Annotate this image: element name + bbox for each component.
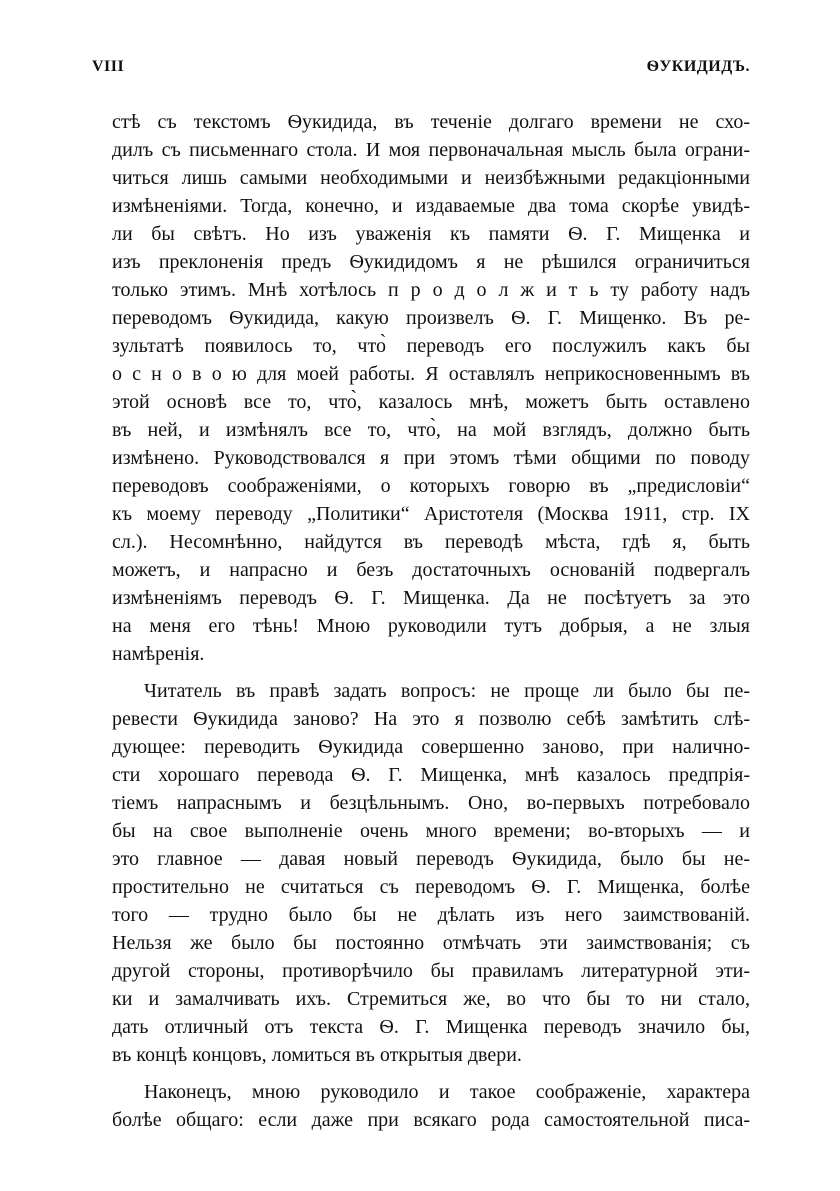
- text-line: Нельзя же было бы постоянно отмѣчать эти заимствованія; съ: [112, 932, 750, 954]
- text-line: можетъ, и напрасно и безъ достаточныхъ основаній подвергалъ: [112, 559, 750, 581]
- text-line: переводомъ Ѳукидида, какую произвелъ Ѳ. Г. Мищенко. Въ ре-: [112, 307, 750, 329]
- paragraph-1: [112, 108, 750, 668]
- text-line: дилъ съ письменнаго стола. И моя первоначальная мысль была ограни-: [112, 139, 750, 161]
- text-line: простительно не считаться съ переводомъ Ѳ. Г. Мищенка, болѣе: [112, 876, 750, 898]
- text-line: на меня его тѣнь! Мною руководили тутъ добрыя, а не злыя: [112, 615, 750, 637]
- text-line: ки и замалчивать ихъ. Стремиться же, во что бы то ни стало,: [112, 988, 750, 1010]
- text-line: въ концѣ концовъ, ломиться въ открытыя двери.: [112, 1044, 522, 1066]
- page-number: VIII: [92, 58, 125, 75]
- text-line: къ моему переводу „Политики“ Аристотеля (Москва 1911, стр. IX: [112, 503, 750, 525]
- text-line: измѣнено. Руководствовался я при этомъ тѣми общими по поводу: [112, 447, 750, 469]
- text-line: Читатель въ правѣ задать вопросъ: не проще ли было бы пе-: [144, 680, 750, 702]
- text-line: сл.). Несомнѣнно, найдутся въ переводѣ мѣста, гдѣ я, быть: [112, 531, 750, 553]
- text-line: зультатѣ появилось то, что̀ переводъ его послужилъ какъ бы: [112, 335, 750, 357]
- running-title: ѲУКИДИДЪ.: [646, 58, 750, 75]
- text-line: стѣ съ текстомъ Ѳукидида, въ теченіе долгаго времени не схо-: [112, 111, 750, 133]
- text-line: намѣренія.: [112, 643, 205, 665]
- paragraph-gap: [112, 668, 750, 677]
- text-line: изъ преклоненія предъ Ѳукидидомъ я не рѣшился ограничиться: [112, 251, 750, 273]
- paragraph-2: [112, 677, 750, 1069]
- text-line: ревести Ѳукидида заново? На это я позволю себѣ замѣтить слѣ-: [112, 708, 750, 730]
- text-line: другой стороны, противорѣчило бы правиламъ литературной эти-: [112, 960, 750, 982]
- paragraph-3: [112, 1078, 750, 1134]
- text-line: переводовъ соображеніями, о которыхъ говорю въ „предисловіи“: [112, 475, 750, 497]
- text-line: о с н о в о ю для моей работы. Я оставлялъ неприкосновеннымъ въ: [112, 363, 750, 385]
- text-line: измѣненіями. Тогда, конечно, и издаваемые два тома скорѣе увидѣ-: [112, 195, 750, 217]
- paragraph-gap: [112, 1069, 750, 1078]
- text-line: сти хорошаго перевода Ѳ. Г. Мищенка, мнѣ казалось предпрія-: [112, 764, 750, 786]
- body-text: [112, 108, 750, 1134]
- text-line: тіемъ напраснымъ и безцѣльнымъ. Оно, во-первыхъ потребовало: [112, 792, 750, 814]
- text-line: въ ней, и измѣнялъ все то, что̀, на мой взглядъ, должно быть: [112, 419, 750, 441]
- text-line: болѣе общаго: если даже при всякаго рода самостоятельной писа-: [112, 1109, 750, 1131]
- text-line: бы на свое выполненіе очень много времени; во-вторыхъ — и: [112, 820, 750, 842]
- text-line: читься лишь самыми необходимыми и неизбѣжными редакціонными: [112, 167, 750, 189]
- text-line: этой основѣ все то, что̀, казалось мнѣ, можетъ быть оставлено: [112, 391, 750, 413]
- text-line: измѣненіямъ переводъ Ѳ. Г. Мищенка. Да не посѣтуетъ за это: [112, 587, 750, 609]
- text-line: ли бы свѣтъ. Но изъ уваженія къ памяти Ѳ. Г. Мищенка и: [112, 223, 750, 245]
- text-line: того — трудно было бы не дѣлать изъ него заимствованій.: [112, 904, 750, 926]
- text-line: только этимъ. Мнѣ хотѣлось п р о д о л ж и т ь ту работу надъ: [112, 279, 750, 301]
- text-line: это главное — давая новый переводъ Ѳукидида, было бы не-: [112, 848, 750, 870]
- text-line: дующее: переводить Ѳукидида совершенно заново, при налично-: [112, 736, 750, 758]
- text-line: Наконецъ, мною руководило и такое соображеніе, характера: [144, 1081, 750, 1103]
- page-header: [92, 58, 750, 84]
- text-line: дать отличный отъ текста Ѳ. Г. Мищенка переводъ значило бы,: [112, 1016, 750, 1038]
